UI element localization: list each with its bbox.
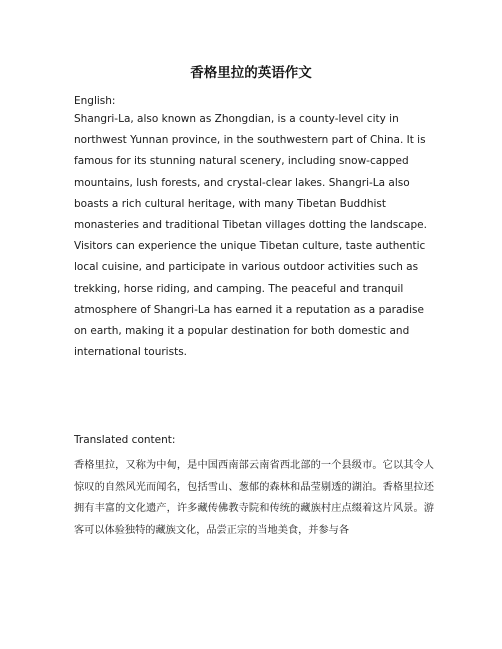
english-label: English:	[74, 95, 116, 107]
english-paragraph-text: Shangri-La, also known as Zhongdian, is a county-level city in northwest Yunnan province, in the southwestern part of China. It is famous for its stunning natural scenery, including snow-capped mountains, lush forests, and crystal-clear lakes. Shangri-La also boasts a rich cultural heritage, with many Tibetan Buddhist monasteries and traditional Tibetan villages dotting the landscape. Visitors can experience the unique Tibetan culture, taste authentic local cuisine, and participate in various outdoor activities such as trekking, horse riding, and camping. The peaceful and tranquil atmosphere of Shangri-La has earned it a reputation as a paradise on earth, making it a popular destination for both domestic and international tourists.	[74, 113, 427, 359]
translated-paragraph-text: 香格里拉，又称为中甸，是中国西南部云南省西北部的一个县级市。它以其令人惊叹的自然风光而闻名，包括雪山、葱郁的森林和晶莹剔透的湖泊。香格里拉还拥有丰富的文化遗产，许多藏传佛教寺院和传统的藏族村庄点缀着这片风景。游客可以体验独特的藏族文化，品尝正宗的当地美食，并参与各	[74, 460, 434, 536]
translated-paragraph	[74, 455, 434, 541]
document-title: 香格里拉的英语作文	[190, 65, 312, 81]
translated-label: Translated content:	[74, 434, 176, 446]
english-paragraph	[74, 109, 434, 363]
